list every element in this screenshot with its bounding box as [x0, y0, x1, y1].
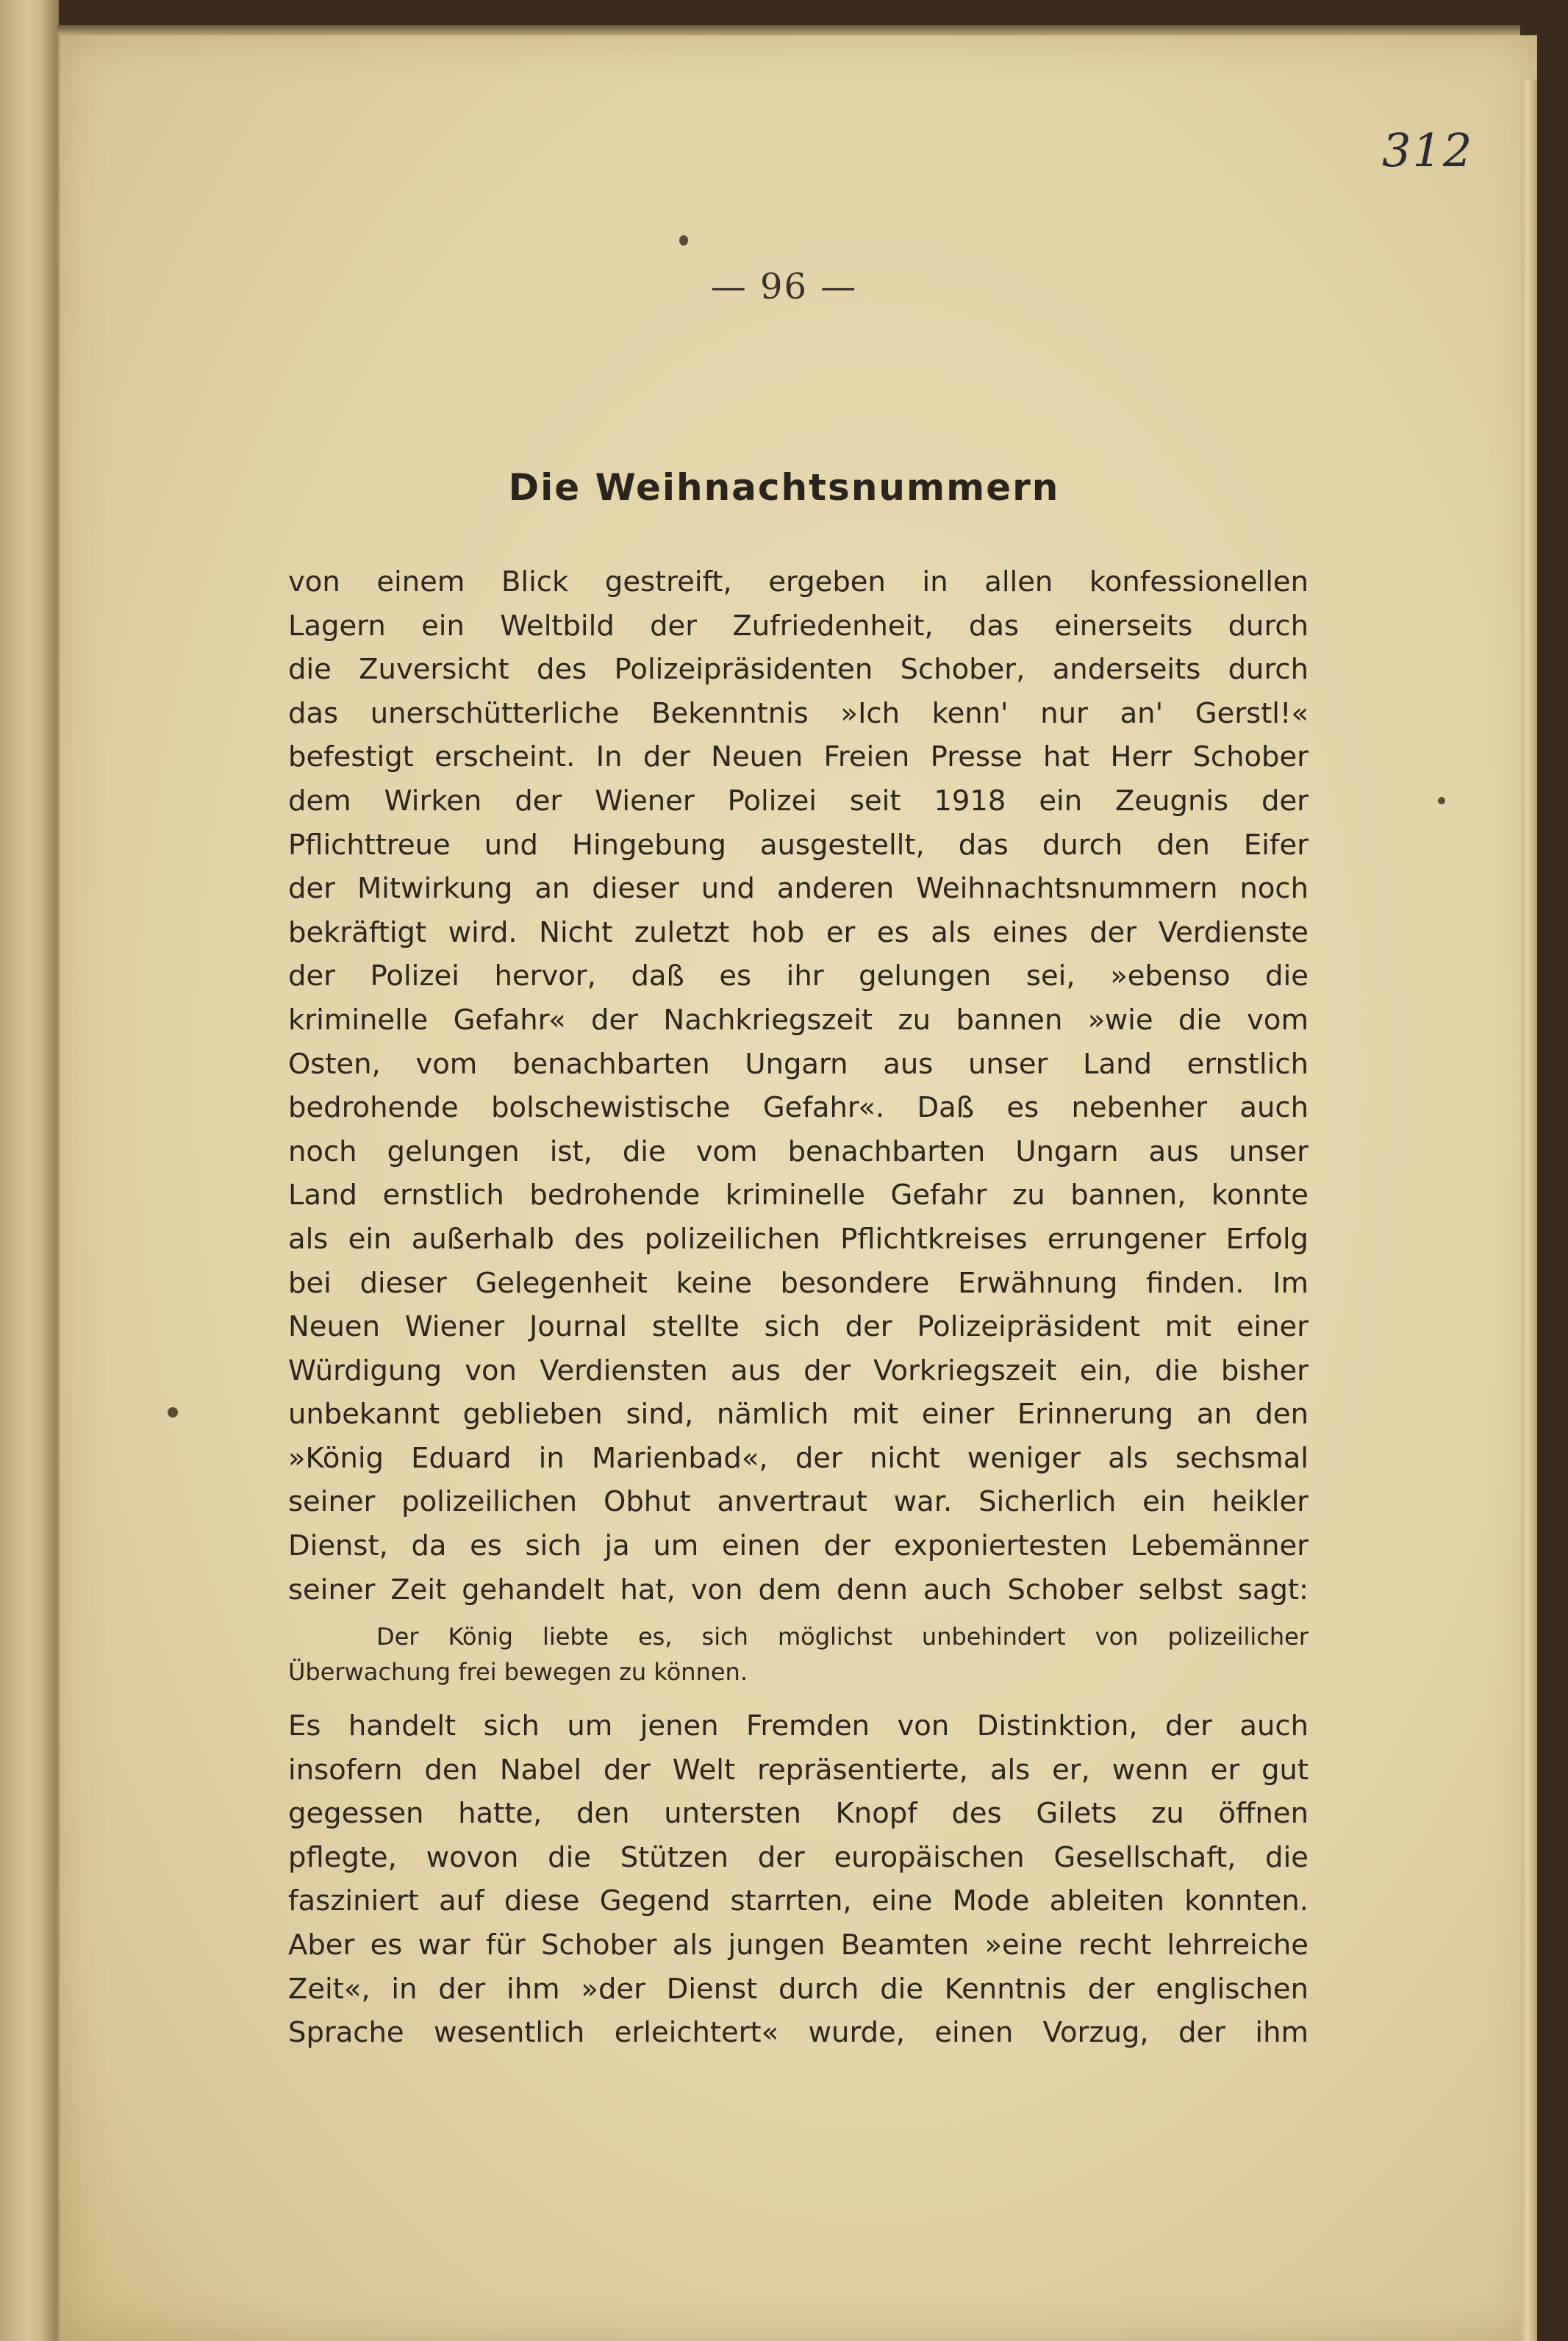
text-line: Es handelt sich um jenen Fremden von Distinktion, der auch: [288, 1709, 1309, 1743]
text-line: bei dieser Gelegenheit keine besondere Erwähnung finden. Im: [288, 1266, 1309, 1300]
text-line: insofern den Nabel der Welt repräsentierte, als er, wenn er gut: [288, 1753, 1309, 1787]
text-line: Würdigung von Verdiensten aus der Vorkriegszeit ein, die bisher: [288, 1354, 1309, 1387]
paper-speck: [168, 1407, 178, 1418]
text-line: befestigt erscheint. In der Neuen Freien Presse hat Herr Schober: [288, 740, 1309, 774]
quote-line: Überwachung frei bewegen zu können.: [288, 1658, 748, 1686]
archive-number: 312: [1382, 124, 1474, 177]
text-line: Sprache wesentlich erleichtert« wurde, einen Vorzug, der ihm: [288, 2016, 1309, 2050]
paragraph-2: [288, 1704, 1309, 2055]
text-line: der Polizei hervor, daß es ihr gelungen sei, »ebenso die: [288, 959, 1309, 993]
paper-speck: [1438, 797, 1445, 804]
text-line: Lagern ein Weltbild der Zufriedenheit, das einerseits durch: [288, 609, 1309, 643]
text-line: gegessen hatte, den untersten Knopf des Gilets zu öffnen: [288, 1797, 1309, 1831]
text-line: Zeit«, in der ihm »der Dienst durch die Kenntnis der englischen: [288, 1972, 1309, 2006]
block-quote: [288, 1619, 1309, 1690]
page-number: — 96 —: [710, 266, 858, 307]
text-line: bedrohende bolschewistische Gefahr«. Daß es nebenher auch: [288, 1091, 1309, 1125]
text-line: Aber es war für Schober als jungen Beamten »eine recht lehrreiche: [288, 1928, 1309, 1962]
chapter-title: Die Weihnachtsnummern: [508, 466, 1060, 509]
book-binding: [0, 0, 59, 2341]
text-line: seiner Zeit gehandelt hat, von dem denn auch Schober selbst sagt:: [288, 1573, 1309, 1606]
text-line: seiner polizeilichen Obhut anvertraut war. Sicherlich ein heikler: [288, 1485, 1309, 1519]
text-line: fasziniert auf diese Gegend starrten, eine Mode ableiten konnten.: [288, 1884, 1309, 1918]
text-line: unbekannt geblieben sind, nämlich mit einer Erinnerung an den: [288, 1398, 1309, 1432]
text-line: dem Wirken der Wiener Polizei seit 1918 ein Zeugnis der: [288, 784, 1309, 818]
text-line: das unerschütterliche Bekenntnis »Ich kenn' nur an' Gerstl!«: [288, 696, 1309, 730]
text-line: der Mitwirkung an dieser und anderen Weihnachtsnummern noch: [288, 872, 1309, 906]
text-line: Land ernstlich bedrohende kriminelle Gefahr zu bannen, konnte: [288, 1179, 1309, 1212]
text-line: als ein außerhalb des polizeilichen Pflichtkreises errungener Erfolg: [288, 1222, 1309, 1256]
text-line: noch gelungen ist, die vom benachbarten Ungarn aus unser: [288, 1134, 1309, 1168]
text-line: Dienst, da es sich ja um einen der exponiertesten Lebemänner: [288, 1529, 1309, 1563]
paragraph-1: [288, 560, 1309, 1612]
text-line: Osten, vom benachbarten Ungarn aus unser Land ernstlich: [288, 1047, 1309, 1081]
text-line: bekräftigt wird. Nicht zuletzt hob er es als eines der Verdienste: [288, 915, 1309, 949]
text-line: Pflichttreue und Hingebung ausgestellt, das durch den Eifer: [288, 828, 1309, 862]
page-right-edge: [1521, 79, 1537, 2341]
paper-speck: [679, 235, 688, 246]
text-line: Neuen Wiener Journal stellte sich der Polizeipräsident mit einer: [288, 1310, 1309, 1344]
text-line: von einem Blick gestreift, ergeben in allen konfessionellen: [288, 565, 1309, 598]
text-line: »König Eduard in Marienbad«, der nicht weniger als sechsmal: [288, 1441, 1309, 1475]
text-line: pflegte, wovon die Stützen der europäischen Gesellschaft, die: [288, 1840, 1309, 1874]
text-line: kriminelle Gefahr« der Nachkriegszeit zu bannen »wie die vom: [288, 1003, 1309, 1037]
text-line: die Zuversicht des Polizeipräsidenten Schober, anderseits durch: [288, 653, 1309, 687]
quote-line: Der König liebte es, sich möglichst unbehindert von polizeilicher: [376, 1623, 1309, 1651]
